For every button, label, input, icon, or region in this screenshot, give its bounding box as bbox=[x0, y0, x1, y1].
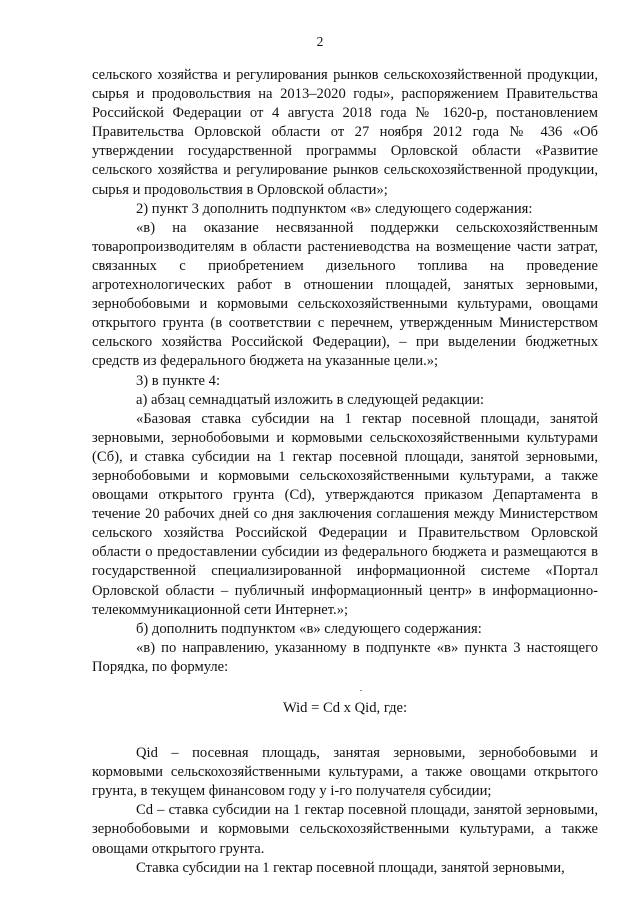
formula: Wid = Cd x Qid, где: bbox=[282, 700, 408, 716]
paragraph-formula-intro: «в) по направлению, указанному в подпункте «в» пункта 3 настоящего Порядка, по формуле: bbox=[92, 639, 598, 675]
page-number: 2 bbox=[316, 34, 324, 49]
paragraph-base-rate: «Базовая ставка субсидии на 1 гектар посевной площади, занятой зерновыми, зернобобовыми и кормовыми сельскохозяйственными культурами (Сб), и ставка субсидии на 1 гектар посевной площади, занятой зерновыми, зернобобовыми и кормовыми сельскохозяйственными культурами, а также овощами открытого грунта (Cd), утверждаются приказом Департамента в течение 20 рабочих дней со дня заключения соглашения между Министерством сельского хозяйства Российской Федерации и Правительством Орловской области о предоставлении субсидии из федерального бюджета и размещаются в государственной специализированной информационной системе «Портал Орловской области – публичный информационный центр» в информационно-телекоммуникационной сети Интернет.»; bbox=[92, 410, 598, 618]
paragraph-subitem-b: б) дополнить подпунктом «в» следующего содержания: bbox=[136, 620, 482, 637]
paragraph-quote-v: «в) на оказание несвязанной поддержки сельскохозяйственным товаропроизводителям в области растениеводства на возмещение части затрат, связанных с приобретением дизельного топлива на проведение агротехнологических работ в отношении площадей, занятых зерновыми, зернобобовыми и кормовыми сельскохозяйственными культурами, овощами открытого грунта (в соответствии с перечнем, утвержденным Министерством сельского хозяйства Российской Федерации), – при выделении бюджетных средств из федерального бюджета на указанные цели.»; bbox=[92, 219, 598, 370]
paragraph-qid-definition: Qid – посевная площадь, занятая зерновыми, зернобобовыми и кормовыми сельскохозяйственными культурами, а также овощами открытого грунта, в текущем финансовом году у i-го получателя субсидии; bbox=[92, 745, 598, 800]
paragraph-continuation: сельского хозяйства и регулирования рынков сельскохозяйственной продукции, сырья и продовольствия на 2013–2020 годы», распоряжением Правительства Российской Федерации от 4 августа 2018 года № 1620-р, постановлением Правительства Орловской области от 27 ноября 2012 года № 436 «Об утверждении государственной программы Орловской области «Развитие сельского хозяйства и регулирование рынков сельскохозяйственной продукции, сырья и продовольствия в Орловской области»; bbox=[92, 67, 598, 198]
paragraph-item-3: 3) в пункте 4: bbox=[136, 372, 221, 389]
scan-speck bbox=[360, 690, 362, 691]
document-body bbox=[92, 66, 598, 878]
paragraph-rate-continuation: Ставка субсидии на 1 гектар посевной площади, занятой зерновыми, bbox=[136, 859, 565, 876]
paragraph-cd-definition: Cd – ставка субсидии на 1 гектар посевной площади, занятой зерновыми, зернобобовыми и кормовыми сельскохозяйственными культурами, а также овощами открытого грунта. bbox=[92, 802, 598, 857]
paragraph-item-2: 2) пункт 3 дополнить подпунктом «в» следующего содержания: bbox=[136, 200, 533, 217]
paragraph-subitem-a: а) абзац семнадцатый изложить в следующей редакции: bbox=[136, 391, 485, 408]
